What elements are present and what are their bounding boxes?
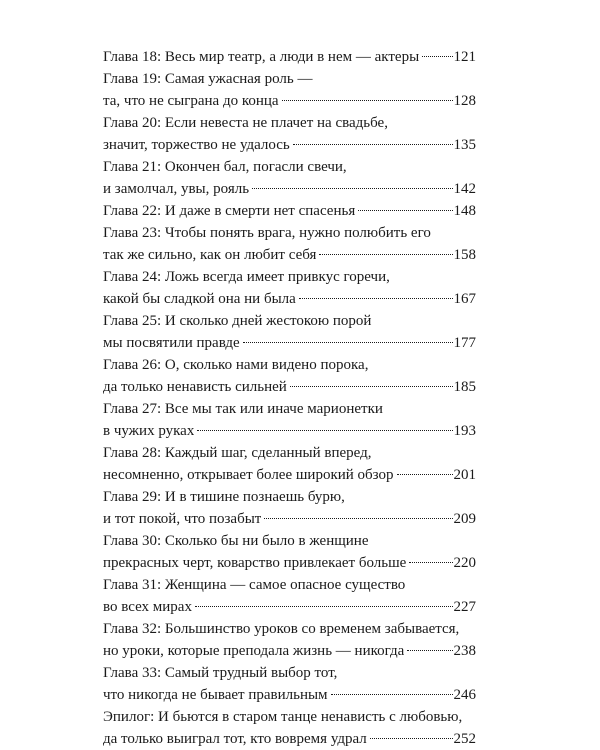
toc-entry-last-line [103, 178, 476, 200]
dot-leader [331, 694, 453, 695]
toc-entry-last-line [103, 200, 476, 222]
toc-entry [103, 46, 476, 68]
toc-entry-line: Глава 30: Сколько бы ни было в женщине [103, 533, 369, 549]
dot-leader [264, 518, 452, 519]
toc-page-number: 121 [453, 49, 476, 65]
toc-entry [103, 442, 476, 486]
dot-leader [293, 144, 453, 145]
toc-entry-last-line [103, 244, 476, 266]
toc-entry-last-line [103, 332, 476, 354]
toc-entry-line: Глава 19: Самая ужасная роль — [103, 71, 313, 87]
dot-leader [397, 474, 453, 475]
toc-entry-title: но уроки, которые преподала жизнь — никогда [103, 643, 405, 659]
dot-leader [370, 738, 453, 739]
toc-entry [103, 618, 476, 662]
toc-page-number: 148 [453, 203, 476, 219]
toc-entry-last-line [103, 552, 476, 574]
dot-leader [282, 100, 453, 101]
toc-entry-line: Глава 31: Женщина — самое опасное существо [103, 577, 406, 593]
toc-entry [103, 530, 476, 574]
toc-page-number: 209 [453, 511, 476, 527]
toc-entry-title: так же сильно, как он любит себя [103, 247, 317, 263]
dot-leader [290, 386, 453, 387]
toc-entry [103, 266, 476, 310]
toc-entry-line: Глава 33: Самый трудный выбор тот, [103, 665, 338, 681]
toc-page-number: 135 [453, 137, 476, 153]
toc-entry [103, 68, 476, 112]
toc-entry-title: та, что не сыграна до конца [103, 93, 279, 109]
dot-leader [195, 606, 453, 607]
dot-leader [422, 56, 452, 57]
dot-leader [243, 342, 453, 343]
toc-page-number: 201 [453, 467, 476, 483]
toc-entry-title: и замолчал, увы, рояль [103, 181, 250, 197]
toc-entry-last-line [103, 728, 476, 750]
toc-entry-last-line [103, 508, 476, 530]
toc-entry-title: несомненно, открывает более широкий обзор [103, 467, 394, 483]
toc-entry-title: что никогда не бывает правильным [103, 687, 328, 703]
toc-entry-line: Эпилог: И бьются в старом танце ненависть с любовью, [103, 709, 463, 725]
toc-entry-title: Глава 18: Весь мир театр, а люди в нем — актеры [103, 49, 420, 65]
toc-entry-line: Глава 25: И сколько дней жестокою порой [103, 313, 372, 329]
toc-entry-last-line [103, 420, 476, 442]
toc-entry-line: Глава 27: Все мы так или иначе марионетки [103, 401, 383, 417]
toc-entry-line: Глава 21: Окончен бал, погасли свечи, [103, 159, 347, 175]
toc-entry-last-line [103, 684, 476, 706]
toc-entry-line: Глава 28: Каждый шаг, сделанный вперед, [103, 445, 372, 461]
toc-entry [103, 310, 476, 354]
toc-page-number: 227 [453, 599, 476, 615]
toc-entry [103, 662, 476, 706]
toc-entry-last-line [103, 596, 476, 618]
toc-entry-line: Глава 23: Чтобы понять врага, нужно полюбить его [103, 225, 431, 241]
toc-entry-title: какой бы сладкой она ни была [103, 291, 296, 307]
dot-leader [409, 562, 452, 563]
toc-entry-last-line [103, 90, 476, 112]
toc-entry [103, 706, 476, 750]
toc-entry-last-line [103, 376, 476, 398]
toc-entry [103, 112, 476, 156]
toc-entry [103, 574, 476, 618]
toc-entry [103, 398, 476, 442]
toc-page-number: 158 [453, 247, 476, 263]
toc-page-number: 142 [453, 181, 476, 197]
toc-entry-title: да только выиграл тот, кто вовремя удрал [103, 731, 367, 747]
toc-page-number: 220 [453, 555, 476, 571]
dot-leader [319, 254, 452, 255]
toc-entry-title: и тот покой, что позабыт [103, 511, 262, 527]
toc-entry-line: Глава 24: Ложь всегда имеет привкус горечи, [103, 269, 390, 285]
dot-leader [407, 650, 452, 651]
toc-entry [103, 354, 476, 398]
toc-entry-line: Глава 32: Большинство уроков со временем забывается, [103, 621, 460, 637]
dot-leader [358, 210, 452, 211]
toc-page-number: 246 [453, 687, 476, 703]
toc-entry-title: да только ненависть сильней [103, 379, 287, 395]
dot-leader [252, 188, 452, 189]
toc-entry-title: мы посвятили правде [103, 335, 240, 351]
dot-leader [197, 430, 452, 431]
toc-entry-line: Глава 20: Если невеста не плачет на свадьбе, [103, 115, 388, 131]
toc-entry-last-line [103, 134, 476, 156]
toc-page-number: 128 [453, 93, 476, 109]
toc-entry [103, 200, 476, 222]
toc-entry-title: значит, торжество не удалось [103, 137, 290, 153]
toc-entry [103, 486, 476, 530]
dot-leader [299, 298, 453, 299]
toc-page-number: 193 [453, 423, 476, 439]
toc-entry [103, 156, 476, 200]
toc-entry-title: в чужих руках [103, 423, 195, 439]
toc-entry-last-line [103, 46, 476, 68]
toc-page-number: 167 [453, 291, 476, 307]
table-of-contents [103, 46, 476, 750]
toc-page-number: 185 [453, 379, 476, 395]
toc-entry-title: Глава 22: И даже в смерти нет спасенья [103, 203, 356, 219]
toc-page-number: 252 [453, 731, 476, 747]
toc-entry-title: во всех мирах [103, 599, 192, 615]
toc-entry-title: прекрасных черт, коварство привлекает больше [103, 555, 407, 571]
toc-entry-last-line [103, 288, 476, 310]
toc-entry-line: Глава 29: И в тишине познаешь бурю, [103, 489, 345, 505]
toc-entry-line: Глава 26: О, сколько нами видено порока, [103, 357, 369, 373]
toc-page-number: 238 [453, 643, 476, 659]
toc-entry-last-line [103, 464, 476, 486]
toc-entry-last-line [103, 640, 476, 662]
toc-entry [103, 222, 476, 266]
toc-page-number: 177 [453, 335, 476, 351]
